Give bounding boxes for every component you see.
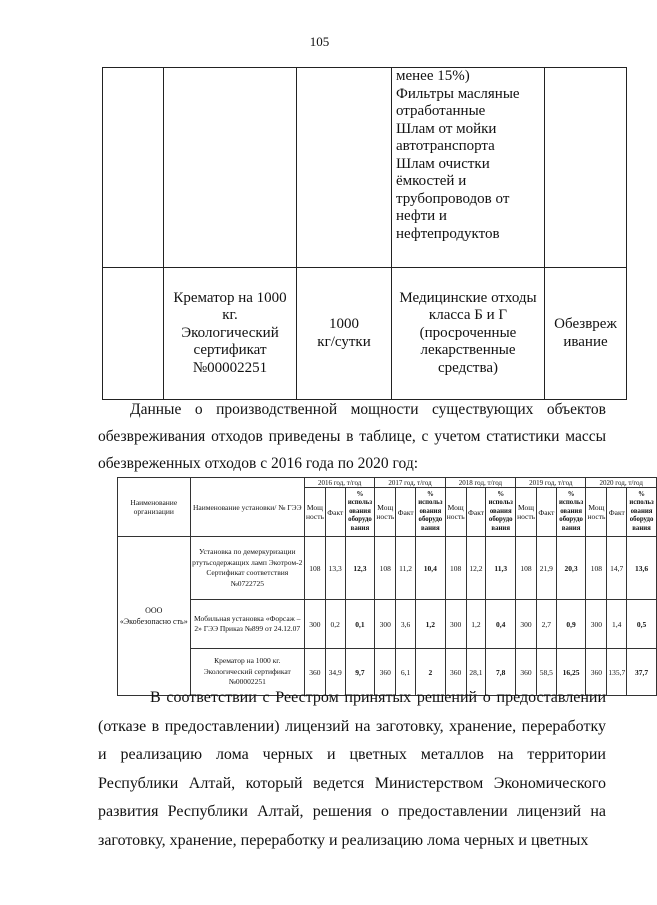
table-row [103,68,627,268]
waste-line: нефтепродуктов [396,225,500,242]
subheader-capacity: Мощ ность [586,488,607,537]
capacity-cell: 300 [516,600,537,649]
waste-line: средства) [438,359,498,376]
fact-cell: 1,2 [466,600,486,649]
table-row [118,537,657,600]
table-row [103,268,627,400]
percent-cell: 0,1 [345,600,375,649]
capacity-cell: 360 [304,649,325,696]
percent-cell: 13,6 [627,537,657,600]
installation-cell [164,268,297,400]
waste-line: менее 15%) [396,68,470,84]
capacity-line: 1000 [329,316,359,332]
waste-line: Медицинские отходы [399,289,537,306]
fact-cell: 11,2 [396,537,416,600]
fact-cell: 1,4 [607,600,627,649]
subheader-percent: % использ ования оборудо вания [556,488,586,537]
capacity-cell: 300 [586,600,607,649]
subheader-capacity: Мощ ность [304,488,325,537]
installation-line: №00002251 [192,359,268,376]
table-cell [545,68,627,268]
capacity-cell: 360 [516,649,537,696]
fact-cell: 13,3 [325,537,345,600]
table-cell [297,68,392,268]
subheader-capacity: Мощ ность [445,488,466,537]
fact-cell: 34,9 [325,649,345,696]
header-year: 2019 год, т/год [516,478,586,488]
capacity-cell: 108 [586,537,607,600]
subheader-fact: Факт [466,488,486,537]
percent-cell: 9,7 [345,649,375,696]
fact-cell: 12,2 [466,537,486,600]
waste-line: отработанные [396,103,486,119]
fact-cell: 135,7 [607,649,627,696]
table-header-row [118,478,657,488]
subheader-percent: % использ ования оборудо вания [627,488,657,537]
percent-cell: 11,3 [486,537,516,600]
capacity-cell: 108 [516,537,537,600]
waste-line: Шлам от мойки [396,120,497,137]
subheader-percent: % использ ования оборудо вания [345,488,375,537]
capacity-cell: 300 [445,600,466,649]
installation-line: кг. [222,307,238,324]
installation-cell: Мобильная установка «Форсаж – 2» ГЭЭ Приказ №899 от 24.12.07 [190,600,304,649]
header-installation: Наименование установки/ № ГЭЭ [190,478,304,537]
percent-cell: 10,4 [416,537,446,600]
statistics-table-wrapper [117,477,654,687]
installation-line: Крематор на 1000 [173,289,287,306]
waste-line: нефти и [396,208,447,224]
installation-cell: Установка по демеркуризации ртутьсодержащих ламп Экотром-2 Сертификат соответствия №0722725 [190,537,304,600]
table-cell [164,68,297,268]
fact-cell: 3,6 [396,600,416,649]
page-number: 105 [309,34,330,49]
percent-cell: 16,25 [556,649,586,696]
capacity-cell: 108 [375,537,396,600]
registry-paragraph-text: В соответствии с Реестром принятых решений о предоставлении (отказе в предоставлении) лицензий на заготовку, хранение, переработку и реализацию лома черных и цветных металлов на территории Республики Алтай, который ведется Министерством Экономического развития Республики Алтай, решения о предоставлении лицензий на заготовку, хранение, переработку и реализацию лома черных и цветных [98,689,606,849]
fact-cell: 21,9 [536,537,556,600]
fact-cell: 0,2 [325,600,345,649]
percent-cell: 12,3 [345,537,375,600]
fact-cell: 58,5 [536,649,556,696]
waste-line: трубопроводов от [396,190,510,207]
header-organization: Наименование организации [118,478,191,537]
waste-types-cell [392,268,545,400]
installation-line: сертификат [193,342,267,359]
percent-cell: 2 [416,649,446,696]
subheader-fact: Факт [325,488,345,537]
fact-cell: 14,7 [607,537,627,600]
table-cell [103,268,164,400]
header-year: 2016 год, т/год [304,478,374,488]
table-cell [103,68,164,268]
capacity-cell: 108 [304,537,325,600]
capacity-cell: 360 [375,649,396,696]
percent-cell: 0,5 [627,600,657,649]
percent-cell: 20,3 [556,537,586,600]
statistics-table [117,477,657,696]
intro-paragraph [98,396,606,477]
waste-line: Шлам очистки [396,155,490,172]
capacity-cell: 360 [445,649,466,696]
subheader-percent: % использ ования оборудо вания [486,488,516,537]
registry-paragraph [98,684,606,855]
capacity-cell [297,268,392,400]
waste-line: Фильтры масляные [396,85,520,102]
header-year: 2017 год, т/год [375,478,445,488]
method-line: ивание [563,333,608,350]
waste-facility-table-continuation [102,67,627,400]
waste-line: ёмкостей и [396,173,467,189]
waste-line: автотранспорта [396,138,495,154]
fact-cell: 2,7 [536,600,556,649]
subheader-fact: Факт [396,488,416,537]
fact-cell: 6,1 [396,649,416,696]
capacity-cell: 360 [586,649,607,696]
subheader-capacity: Мощ ность [375,488,396,537]
method-line: Обезвреж [554,316,617,332]
installation-cell: Крематор на 1000 кг. Экологический сертификат №00002251 [190,649,304,696]
header-year: 2018 год, т/год [445,478,515,488]
table-row [118,600,657,649]
method-cell [545,268,627,400]
percent-cell: 7,8 [486,649,516,696]
waste-line: класса Б и Г [428,307,508,324]
fact-cell: 28,1 [466,649,486,696]
organization-cell: ООО «Экобезопасно сть» [118,537,191,696]
subheader-percent: % использ ования оборудо вания [416,488,446,537]
subheader-capacity: Мощ ность [516,488,537,537]
header-year: 2020 год, т/год [586,478,657,488]
waste-line: (просроченные [419,324,517,341]
subheader-fact: Факт [607,488,627,537]
capacity-cell: 300 [304,600,325,649]
waste-types-cell [392,68,545,268]
capacity-cell: 108 [445,537,466,600]
subheader-fact: Факт [536,488,556,537]
installation-line: Экологический [181,324,279,341]
percent-cell: 37,7 [627,649,657,696]
percent-cell: 0,9 [556,600,586,649]
capacity-line: кг/сутки [317,333,371,350]
percent-cell: 1,2 [416,600,446,649]
waste-line: лекарственные [420,342,516,359]
intro-paragraph-text: Данные о производственной мощности существующих объектов обезвреживания отходов приведены в таблице, с учетом статистики массы обезвреженных отходов с 2016 года по 2020 год: [98,401,606,472]
percent-cell: 0,4 [486,600,516,649]
capacity-cell: 300 [375,600,396,649]
